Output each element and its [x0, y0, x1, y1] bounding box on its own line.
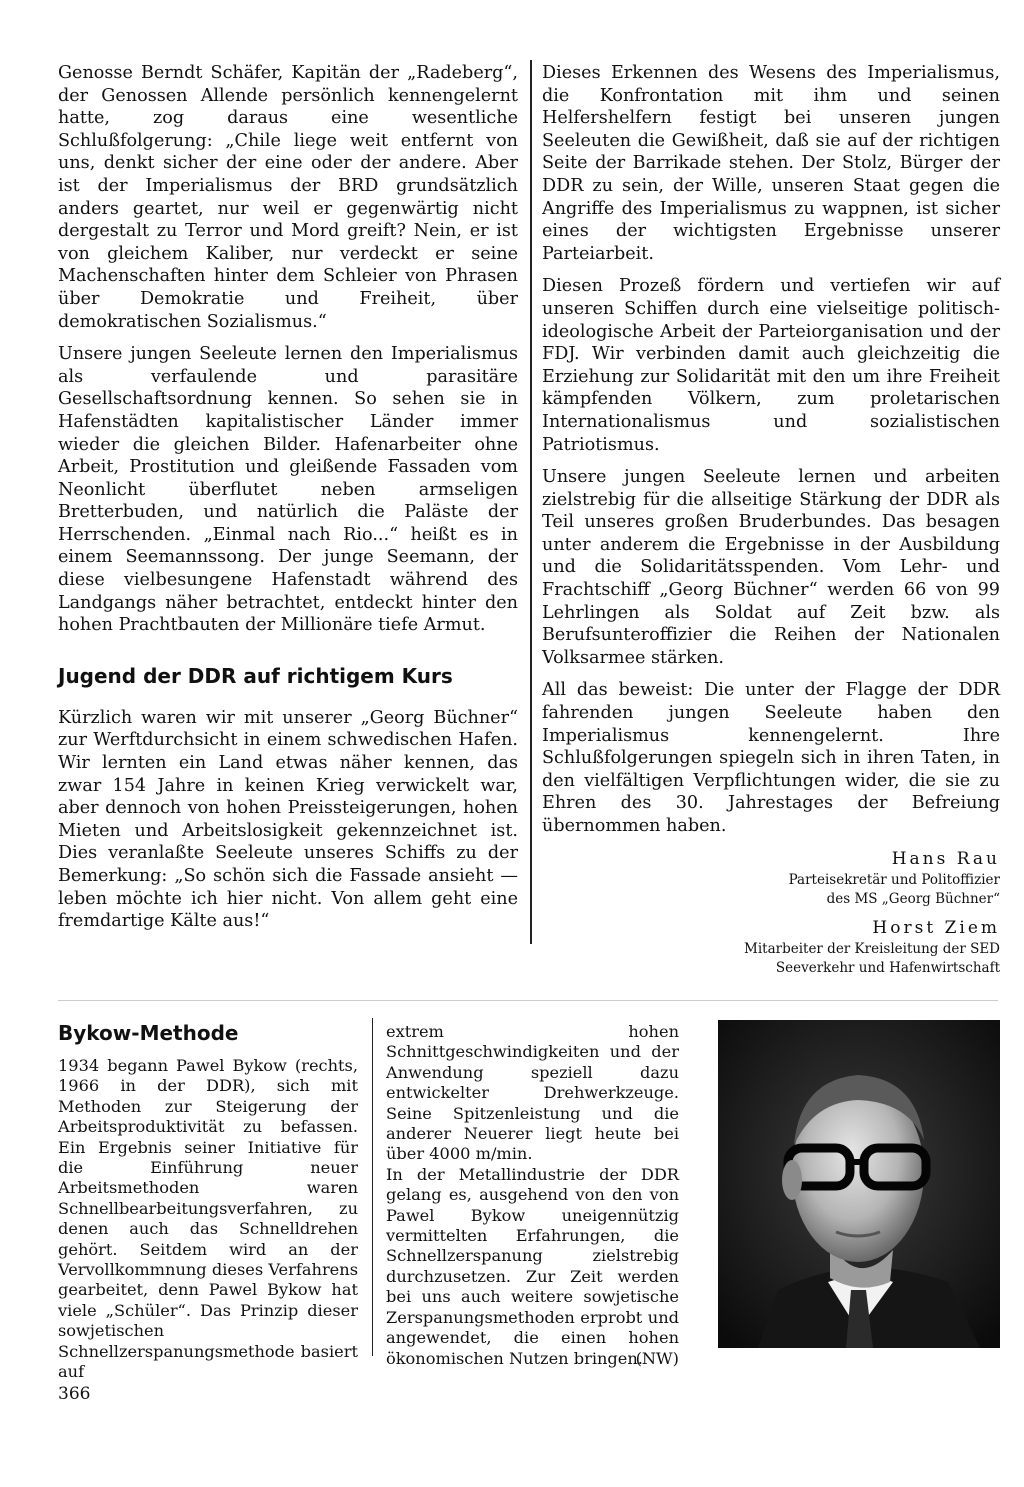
author-role: Seeverkehr und Hafenwirtschaft: [775, 959, 1000, 976]
paragraph: Dieses Erkennen des Wesens des Imperialismus, die Konfrontation mit ihm und seinen Helfershelfern festigt bei unseren jungen Seeleuten die Gewißheit, daß sie auf der richtigen Seite der Barrikade stehen. Der Stolz, Bürger der DDR zu sein, der Wille, unseren Staat gegen die Angriffe des Imperialismus zu wappnen, ist sicher eines der wichtigsten Ergebnisse unserer Parteiarbeit.: [542, 63, 1000, 264]
box-text: In der Metallindustrie der DDR gelang es, ausgehend von den von Pawel Bykow uneigennützig vermittelten Erfahrungen, die Schnellzerspanung zielstrebig durchzusetzen. Zur Zeit werden bei uns auch weitere sowjetische Zerspanungsmethoden erprobt und angewendet, die einen hohen ökonomischen Nutzen bringen.: [386, 1164, 679, 1368]
box-text: 1934 begann Pawel Bykow (rechts, 1966 in der DDR), sich mit Methoden zur Steigerung der Arbeitsproduktivität zu befassen. Ein Ergebnis seiner Initiative für die Einführung neuer Arbeitsmethoden waren Schnellbearbeitungsverfahren, zu denen auch das Schnelldrehen gehört. Seitdem wird an der Vervollkommnung dieses Verfahrens gearbeitet, denn Pawel Bykow hat viele „Schüler“. Das Prinzip dieser sowjetischen Schnellzerspanungsmethode basiert auf: [58, 1056, 358, 1382]
signature-block: [542, 848, 1000, 978]
paragraph: Kürzlich waren wir mit unserer „Georg Büchner“ zur Werftdurchsicht in einem schwedischen Hafen. Wir lernten ein Land etwas näher kennen, das zwar 154 Jahre in keinen Krieg verwickelt war, aber dennoch von hohen Preissteigerungen, hohen Mieten und Arbeitslosigkeit gekennzeichnet ist. Dies veranlaßte Seeleute unseres Schiffs zu der Bemerkung: „So schön sich die Fassade ansieht — leben möchte ich hier nicht. Von allem geht eine fremdartige Kälte aus!“: [58, 707, 518, 932]
box-column-divider: [372, 1018, 373, 1356]
box-credit: (NW): [635, 1348, 679, 1368]
article-column-right: [542, 62, 1000, 978]
portrait-image: [718, 1020, 1000, 1348]
portrait-photo: [718, 1020, 1000, 1348]
section-separator: [58, 1000, 998, 1001]
box-column-left: [58, 1020, 358, 1383]
author-name: Hans Rau: [891, 848, 1000, 869]
article-column-left: [58, 62, 518, 943]
author-role: des MS „Georg Büchner“: [826, 890, 1000, 907]
paragraph: Diesen Prozeß fördern und vertiefen wir auf unseren Schiffen durch eine vielseitige politisch-ideologische Arbeit der Parteiorganisation und der FDJ. Wir verbinden damit auch gleichzeitig die Erziehung zur Solidarität mit den um ihre Freiheit kämpfenden Völkern, zum proletarischen Internationalismus und sozialistischen Patriotismus.: [542, 276, 1000, 455]
author-name: Horst Ziem: [872, 917, 1000, 938]
page-number: 366: [58, 1384, 91, 1404]
paragraph: Unsere jungen Seeleute lernen und arbeiten zielstrebig für die allseitige Stärkung der DDR als Teil unseres großen Bruderbundes. Das besagen unter anderem die Ergebnisse in der Ausbildung und die Solidaritätsspenden. Vom Lehr- und Frachtschiff „Georg Büchner“ werden 66 von 99 Lehrlingen als Soldat auf Zeit bzw. als Berufsunteroffizier die Reihen der Nationalen Volksarmee stärken.: [542, 467, 1000, 668]
paragraph: All das beweist: Die unter der Flagge der DDR fahrenden jungen Seeleute haben den Imperialismus kennengelernt. Ihre Schlußfolgerungen spiegeln sich in ihren Taten, in den vielfältigen Verpflichtungen wider, die sie zu Ehren des 30. Jahrestages der Befreiung übernommen haben.: [542, 680, 1000, 836]
author-role: Parteisekretär und Politoffizier: [788, 871, 1000, 888]
paragraph: Unsere jungen Seeleute lernen den Imperialismus als verfaulende und parasitäre Gesellschaftsordnung kennen. So sehen sie in Hafenstädten kapitalistischer Länder immer wieder die gleichen Bilder. Hafenarbeiter ohne Arbeit, Prostitution und gleißende Fassaden vom Neonlicht überflutet neben armseligen Bretterbuden, und natürlich die Paläste der Herrschenden. „Einmal nach Rio...“ heißt es in einem Seemannssong. Der junge Seemann, der diese vielbesungene Hafenstadt während des Landgangs näher betrachtet, entdeckt hinter den hohen Prachtbauten der Millionäre tiefe Armut.: [58, 344, 518, 636]
column-divider: [530, 60, 532, 944]
box-text: extrem hohen Schnittgeschwindigkeiten und der Anwendung speziell dazu entwickelter Drehwerkzeuge. Seine Spitzenleistung und die anderer Neuerer liegt heute bei über 4000 m/min.: [386, 1022, 679, 1164]
section-heading: Jugend der DDR auf richtigem Kurs: [58, 663, 453, 688]
box-heading: Bykow-Methode: [58, 1021, 239, 1045]
paragraph: Genosse Berndt Schäfer, Kapitän der „Radeberg“, der Genossen Allende persönlich kennengelernt hatte, zog daraus eine wesentliche Schlußfolgerung: „Chile liege weit entfernt von uns, denkt sicher der eine oder der andere. Aber ist der Imperialismus der BRD grundsätzlich anders geartet, nur weil er gegenwärtig nicht dergestalt zu Terror und Mord greift? Nein, er ist von gleichem Kaliber, nur verdeckt er seine Machenschaften hinter dem Schleier von Phrasen über Demokratie und Freiheit, über demokratischen Sozialismus.“: [58, 63, 518, 332]
author-role: Mitarbeiter der Kreisleitung der SED: [744, 940, 1000, 957]
box-column-right: [386, 1022, 679, 1369]
